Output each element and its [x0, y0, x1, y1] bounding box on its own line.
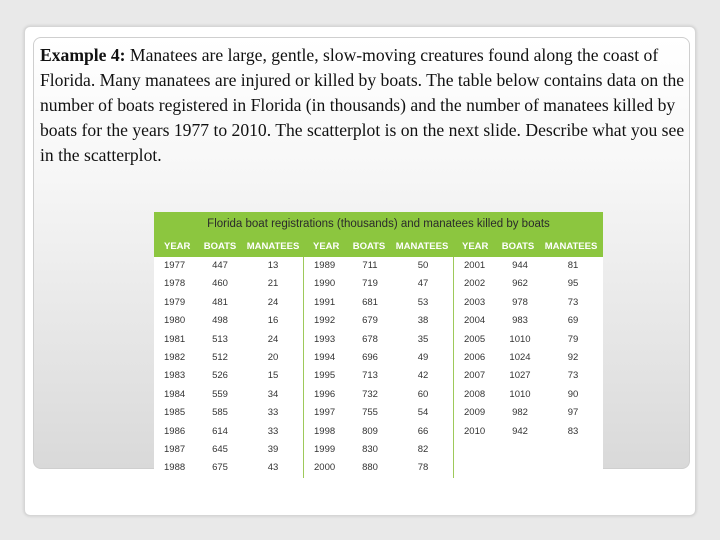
cell-year: 2005	[464, 333, 486, 345]
cell-year: 1992	[314, 315, 336, 327]
cell-year: 1989	[314, 260, 336, 271]
cell-year: 1986	[164, 425, 186, 437]
intro-paragraph	[40, 43, 688, 168]
cell-boats: 830	[362, 443, 378, 455]
header-group	[452, 236, 603, 257]
cell-manatees: 81	[567, 260, 579, 271]
cell-boats: 978	[512, 296, 528, 308]
example-label: Example 4:	[40, 45, 126, 65]
cell-manatees: 24	[267, 333, 279, 345]
cell-boats: 942	[512, 425, 528, 437]
table-row	[304, 441, 453, 459]
cell-boats: 983	[512, 315, 528, 327]
cell-manatees: 97	[567, 407, 579, 419]
table-row	[154, 294, 303, 312]
table-header	[154, 236, 603, 257]
table-row	[454, 312, 603, 330]
cell-manatees: 60	[417, 388, 429, 400]
cell-boats: 696	[362, 351, 378, 363]
table-row	[304, 386, 453, 404]
cell-year: 2001	[464, 260, 486, 271]
cell-manatees: 38	[417, 315, 429, 327]
cell-year: 1982	[164, 351, 186, 363]
cell-manatees: 39	[267, 443, 279, 455]
cell-boats: 679	[362, 315, 378, 327]
cell-boats: 719	[362, 278, 378, 290]
cell-manatees: 35	[417, 333, 429, 345]
cell-boats: 809	[362, 425, 378, 437]
cell-manatees: 49	[417, 351, 429, 363]
table-row	[454, 257, 603, 275]
cell-boats: 732	[362, 388, 378, 400]
table-row	[154, 312, 303, 330]
table-row	[454, 275, 603, 293]
cell-boats: 1024	[509, 351, 531, 363]
table-row	[154, 441, 303, 459]
cell-year: 2009	[464, 407, 486, 419]
cell-manatees: 82	[417, 443, 429, 455]
cell-year: 2004	[464, 315, 486, 327]
cell-boats: 678	[362, 333, 378, 345]
cell-manatees: 15	[267, 370, 279, 382]
cell-boats: 713	[362, 370, 378, 382]
cell-boats: 460	[212, 278, 228, 290]
cell-boats: 711	[362, 260, 378, 271]
cell-manatees: 43	[267, 462, 279, 474]
cell-manatees: 92	[567, 351, 579, 363]
cell-manatees: 53	[417, 296, 429, 308]
header-manatees: MANATEES	[246, 241, 300, 252]
cell-boats: 755	[362, 407, 378, 419]
cell-boats: 526	[212, 370, 228, 382]
table-row	[154, 349, 303, 367]
table-row	[304, 349, 453, 367]
table-column-group	[454, 257, 603, 478]
cell-year: 1987	[164, 443, 186, 455]
cell-manatees: 50	[417, 260, 429, 271]
header-boats: BOATS	[203, 241, 237, 252]
table-row	[454, 423, 603, 441]
cell-boats: 559	[212, 388, 228, 400]
table-row	[304, 423, 453, 441]
cell-year: 1998	[314, 425, 336, 437]
cell-boats: 1010	[509, 333, 531, 345]
cell-manatees: 69	[567, 315, 579, 327]
cell-boats: 1027	[509, 370, 531, 382]
header-manatees: MANATEES	[395, 241, 449, 252]
cell-year: 1980	[164, 315, 186, 327]
table-row	[304, 257, 453, 275]
cell-year: 1979	[164, 296, 186, 308]
table-row	[304, 294, 453, 312]
cell-year: 1991	[314, 296, 336, 308]
table-column-group	[154, 257, 304, 478]
table-row	[154, 331, 303, 349]
cell-manatees: 95	[567, 278, 579, 290]
cell-manatees: 16	[267, 315, 279, 327]
cell-year: 2003	[464, 296, 486, 308]
header-group	[303, 236, 452, 257]
header-year: YEAR	[462, 241, 489, 252]
cell-boats: 512	[212, 351, 228, 363]
cell-manatees: 83	[567, 425, 579, 437]
cell-boats: 982	[512, 407, 528, 419]
header-year: YEAR	[313, 241, 340, 252]
cell-year: 2000	[314, 462, 336, 474]
table-row	[154, 275, 303, 293]
cell-year: 1983	[164, 370, 186, 382]
table-column-group	[304, 257, 454, 478]
cell-manatees: 42	[417, 370, 429, 382]
cell-year: 1996	[314, 388, 336, 400]
table-row	[154, 404, 303, 422]
cell-year: 1990	[314, 278, 336, 290]
cell-manatees: 54	[417, 407, 429, 419]
cell-year: 2007	[464, 370, 486, 382]
table-row	[454, 386, 603, 404]
cell-boats: 447	[212, 260, 228, 271]
table-row	[304, 312, 453, 330]
header-manatees: MANATEES	[544, 241, 598, 252]
cell-year: 1988	[164, 462, 186, 474]
cell-manatees: 13	[267, 260, 279, 271]
cell-year: 1997	[314, 407, 336, 419]
cell-boats: 681	[362, 296, 378, 308]
table-row	[304, 275, 453, 293]
cell-manatees: 90	[567, 388, 579, 400]
cell-manatees: 73	[567, 296, 579, 308]
table-row	[304, 367, 453, 385]
cell-boats: 481	[212, 296, 228, 308]
table-row	[154, 423, 303, 441]
cell-year: 1981	[164, 333, 186, 345]
intro-text: Manatees are large, gentle, slow-moving creatures found along the coast of Florida. Many manatees are injured or killed by boats. The table below contains data on the number of boats registered in Florida (in thousands) and the number of manatees killed by boats for the years 1977 to 2010. The scatterplot is on the next slide. Describe what you see in the scatterplot.	[40, 45, 685, 165]
table-row	[304, 331, 453, 349]
cell-year: 1999	[314, 443, 336, 455]
table-row	[454, 367, 603, 385]
cell-manatees: 66	[417, 425, 429, 437]
cell-manatees: 20	[267, 351, 279, 363]
cell-manatees: 79	[567, 333, 579, 345]
cell-year: 1995	[314, 370, 336, 382]
cell-year: 1978	[164, 278, 186, 290]
cell-manatees: 24	[267, 296, 279, 308]
cell-year: 1985	[164, 407, 186, 419]
cell-year: 2008	[464, 388, 486, 400]
cell-manatees: 34	[267, 388, 279, 400]
table-row	[454, 349, 603, 367]
table-row	[454, 404, 603, 422]
cell-year: 1993	[314, 333, 336, 345]
table-row	[454, 294, 603, 312]
cell-year: 1984	[164, 388, 186, 400]
cell-manatees: 33	[267, 425, 279, 437]
cell-boats: 1010	[509, 388, 531, 400]
table-row	[304, 459, 453, 477]
table-row	[154, 257, 303, 275]
cell-manatees: 47	[417, 278, 429, 290]
data-table	[154, 212, 603, 479]
cell-boats: 675	[212, 462, 228, 474]
cell-manatees: 33	[267, 407, 279, 419]
header-group	[154, 236, 303, 257]
table-row	[154, 386, 303, 404]
cell-boats: 880	[362, 462, 378, 474]
table-title: Florida boat registrations (thousands) and manatees killed by boats	[154, 212, 603, 236]
cell-boats: 585	[212, 407, 228, 419]
cell-manatees: 21	[267, 278, 279, 290]
cell-year: 1994	[314, 351, 336, 363]
cell-boats: 962	[512, 278, 528, 290]
table-row	[454, 331, 603, 349]
cell-boats: 513	[212, 333, 228, 345]
cell-boats: 645	[212, 443, 228, 455]
cell-year: 1977	[164, 260, 186, 271]
cell-boats: 498	[212, 315, 228, 327]
header-boats: BOATS	[352, 241, 386, 252]
table-row	[154, 459, 303, 477]
cell-year: 2010	[464, 425, 486, 437]
table-row	[304, 404, 453, 422]
cell-year: 2006	[464, 351, 486, 363]
table-body	[154, 257, 603, 478]
table-row	[154, 367, 303, 385]
cell-boats: 614	[212, 425, 228, 437]
cell-manatees: 73	[567, 370, 579, 382]
cell-manatees: 78	[417, 462, 429, 474]
header-boats: BOATS	[501, 241, 535, 252]
slide	[24, 26, 696, 516]
header-year: YEAR	[164, 241, 191, 252]
cell-year: 2002	[464, 278, 486, 290]
cell-boats: 944	[512, 260, 528, 271]
